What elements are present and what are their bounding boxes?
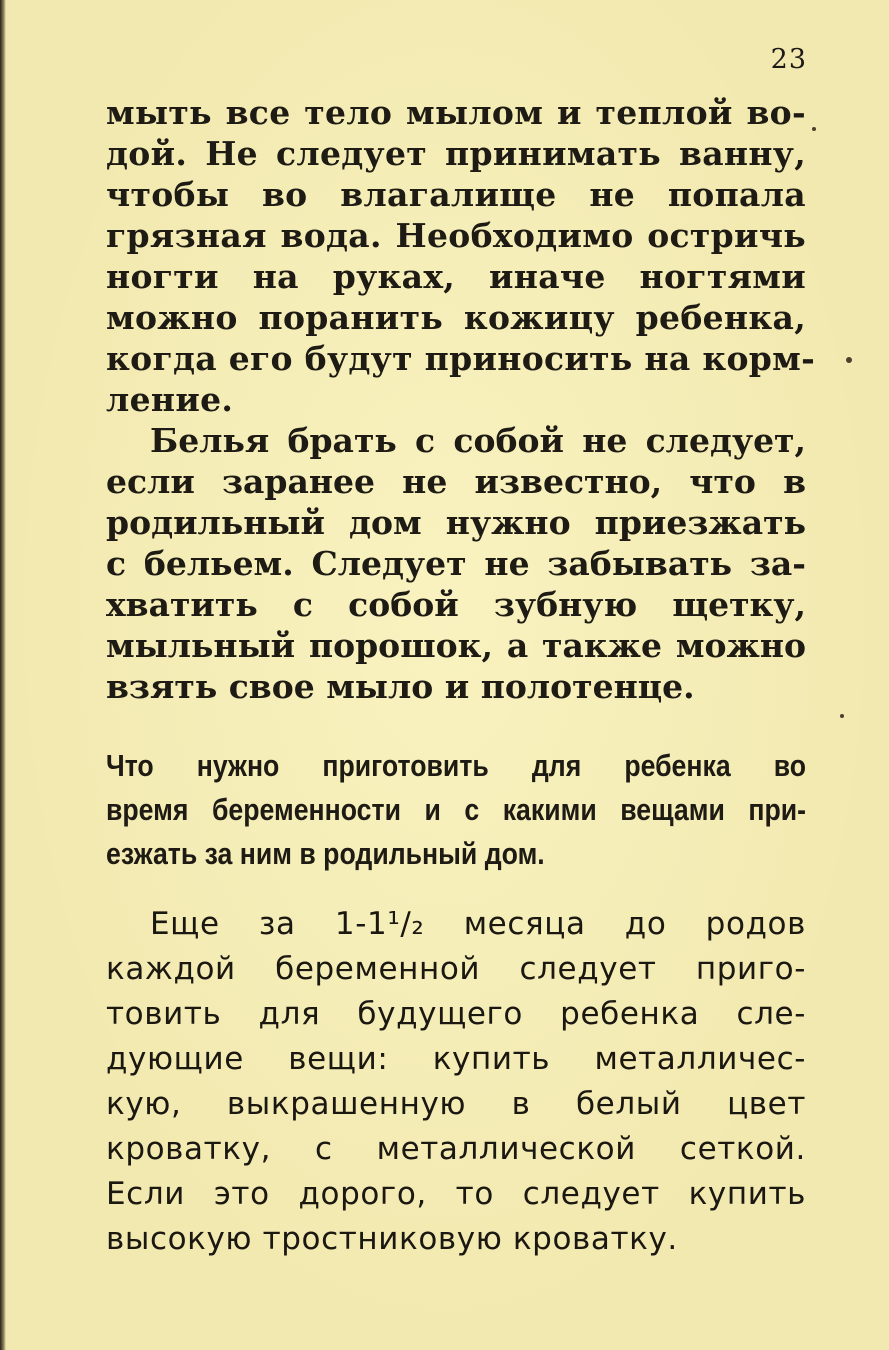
paper-speck: [840, 714, 844, 718]
section-heading: [106, 744, 806, 876]
text-line: Белья брать с собой не следует,: [150, 421, 806, 460]
page-binding-edge: [0, 0, 6, 1350]
text-line: если заранее не известно, что в: [106, 462, 806, 501]
text-line: ногти на руках, иначе ногтями: [106, 257, 806, 296]
text-line: Еще за 1-1¹/₂ месяца до родов: [150, 906, 806, 942]
text-line: каждой беременной следует приго-: [106, 951, 806, 987]
text-line: товить для будущего ребенка сле-: [106, 996, 806, 1032]
text-line: мыльный порошок, а также можно: [106, 626, 806, 665]
text-line: с бельем. Следует не забывать за-: [106, 544, 806, 583]
page-number: 23: [770, 44, 807, 75]
text-line: ление.: [106, 380, 234, 419]
paragraph-2: [106, 420, 806, 707]
text-line: Если это дорого, то следует купить: [106, 1176, 806, 1212]
text-line: грязная вода. Необходимо остричь: [106, 216, 806, 255]
heading-line: время беременности и с какими вещами при-: [106, 792, 807, 827]
text-line: взять свое мыло и полотенце.: [106, 667, 695, 706]
text-line: можно поранить кожицу ребенка,: [106, 298, 806, 337]
paragraph-1: [106, 92, 816, 420]
text-line: дой. Не следует принимать ванну,: [106, 134, 806, 173]
text-line: хватить с собой зубную щетку,: [106, 585, 806, 624]
text-line: мыть все тело мылом и теплой во-: [106, 93, 806, 132]
heading-line: езжать за ним в родильный дом.: [106, 836, 545, 871]
text-line: родильный дом нужно приезжать: [106, 503, 806, 542]
text-line: когда его будут приносить на корм-: [106, 339, 816, 378]
text-line: кую, выкрашенную в белый цвет: [106, 1086, 806, 1122]
text-line: чтобы во влагалище не попала: [106, 175, 806, 214]
heading-line: Что нужно приготовить для ребенка во: [106, 748, 807, 783]
paper-speck: [846, 357, 852, 363]
text-line: высокую тростниковую кроватку.: [106, 1221, 678, 1257]
paper-speck: [812, 127, 816, 131]
paragraph-3: [106, 902, 806, 1262]
text-line: кроватку, с металлической сеткой.: [106, 1131, 806, 1167]
text-line: дующие вещи: купить металличес-: [106, 1041, 806, 1077]
